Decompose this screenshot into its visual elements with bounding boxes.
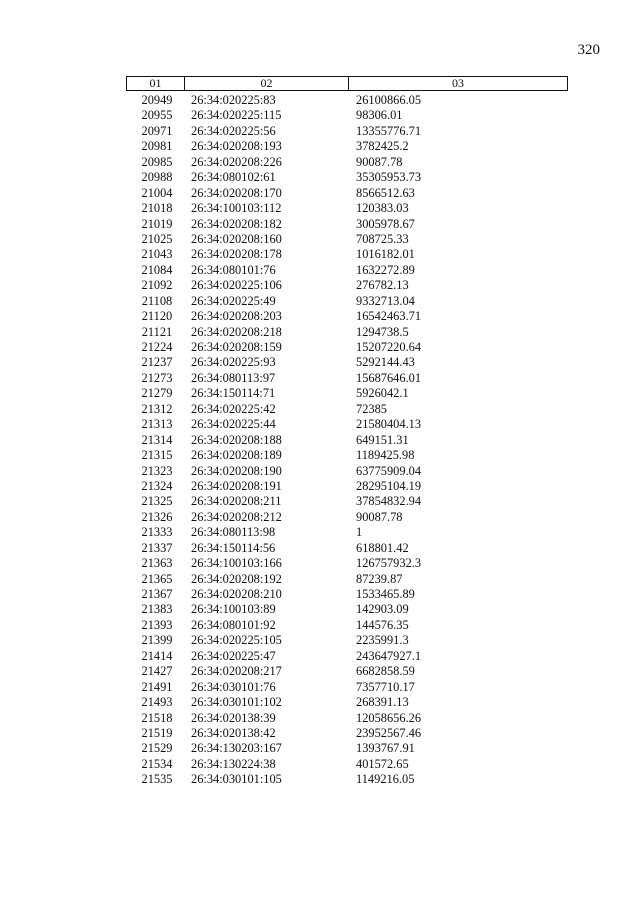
table-cell: 21529 — [141, 741, 173, 756]
table-cell: 26:34:020208:226 — [191, 154, 282, 169]
column-header-03: 03 — [452, 76, 464, 90]
table-cell: 26:34:130203:167 — [191, 741, 282, 756]
table-cell: 21314 — [141, 432, 173, 447]
table-cell: 26:34:020225:42 — [191, 401, 276, 416]
table-row — [126, 494, 568, 509]
table-cell: 6682858.59 — [356, 664, 415, 679]
table-cell: 26:34:080113:98 — [191, 525, 276, 540]
table-row — [126, 711, 568, 726]
table-cell: 35305953.73 — [356, 170, 422, 185]
table-cell: 2235991.3 — [356, 633, 409, 648]
table-cell: 26:34:100103:89 — [191, 602, 276, 617]
table-cell: 120383.03 — [356, 201, 409, 216]
table-cell: 26:34:020208:159 — [191, 340, 282, 354]
table-cell: 26:34:020225:105 — [191, 633, 282, 648]
table-cell: 1189425.98 — [356, 448, 415, 463]
table-row — [126, 232, 568, 247]
table-cell: 268391.13 — [356, 695, 409, 710]
table-cell: 26:34:020138:39 — [191, 710, 276, 725]
table-cell: 21025 — [141, 231, 173, 246]
table-cell: 3782425.2 — [356, 139, 409, 154]
table-cell: 15207220.64 — [356, 340, 422, 354]
table-row — [126, 340, 568, 355]
table-cell: 21518 — [141, 710, 173, 725]
table-row — [126, 108, 568, 123]
table-cell: 21580404.13 — [356, 417, 422, 432]
table-row — [126, 541, 568, 556]
table-cell: 26:34:100103:166 — [191, 556, 282, 571]
table-cell: 21312 — [141, 401, 173, 416]
table-cell: 72385 — [356, 401, 387, 416]
table-cell: 26:34:080113:97 — [191, 370, 276, 385]
table-cell: 20971 — [141, 123, 173, 138]
table-cell: 26:34:020208:193 — [191, 139, 282, 154]
table-cell: 21315 — [141, 448, 173, 463]
table-cell: 21043 — [141, 247, 173, 262]
table-cell: 21004 — [141, 185, 173, 200]
table-cell: 21535 — [141, 772, 173, 787]
table-row — [126, 294, 568, 309]
page-number: 320 — [577, 42, 600, 58]
table-row — [126, 402, 568, 417]
table-cell: 26:34:020208:160 — [191, 231, 282, 246]
table-cell: 8566512.63 — [356, 185, 415, 200]
table-row — [126, 263, 568, 278]
table-cell: 26:34:020208:189 — [191, 448, 282, 463]
table-row — [126, 556, 568, 571]
table-row — [126, 355, 568, 370]
table-cell: 21279 — [141, 386, 173, 401]
table-row — [126, 386, 568, 401]
table-cell: 21367 — [141, 587, 173, 601]
table-cell: 21414 — [141, 648, 173, 663]
table-cell: 87239.87 — [356, 571, 403, 586]
table-cell: 26:34:020208:211 — [191, 494, 282, 509]
table-cell: 126757932.3 — [356, 556, 422, 571]
table-row — [126, 772, 568, 787]
table-cell: 26:34:030101:105 — [191, 772, 282, 787]
table-cell: 26:34:020138:42 — [191, 725, 276, 740]
table-row — [126, 155, 568, 170]
table-cell: 21224 — [141, 340, 173, 354]
table-cell: 90087.78 — [356, 509, 403, 524]
table-row — [126, 417, 568, 432]
table-header — [126, 76, 568, 91]
table-cell: 21120 — [141, 309, 173, 324]
column-header-01: 01 — [127, 77, 185, 90]
column-header-02: 02 — [185, 77, 349, 90]
table-row — [126, 525, 568, 540]
table-cell: 20949 — [141, 93, 173, 107]
table-row — [126, 664, 568, 679]
table-cell: 26:34:080101:92 — [191, 617, 276, 632]
table-row — [126, 726, 568, 741]
table-row — [126, 433, 568, 448]
table-cell: 26:34:030101:102 — [191, 695, 282, 710]
table-cell: 21324 — [141, 478, 173, 493]
table-cell: 1016182.01 — [356, 247, 415, 262]
table-cell: 1533465.89 — [356, 587, 415, 601]
table-cell: 26:34:100103:112 — [191, 201, 282, 216]
table-cell: 21325 — [141, 494, 173, 509]
table-cell: 21018 — [141, 201, 173, 216]
table-cell: 21084 — [141, 262, 173, 277]
table-cell: 243647927.1 — [356, 648, 422, 663]
table-row — [126, 633, 568, 648]
table-cell: 63775909.04 — [356, 463, 422, 478]
table-cell: 21383 — [141, 602, 173, 617]
table-cell: 26:34:020225:44 — [191, 417, 276, 432]
table-cell: 20981 — [141, 139, 173, 154]
table-cell: 1393767.91 — [356, 741, 415, 756]
table-row — [126, 278, 568, 293]
table-cell: 23952567.46 — [356, 725, 422, 740]
table-row — [126, 695, 568, 710]
table-cell: 1149216.05 — [356, 772, 415, 787]
table-row — [126, 217, 568, 232]
table-cell: 21121 — [141, 324, 173, 339]
table-row — [126, 464, 568, 479]
table-cell: 28295104.19 — [356, 478, 422, 493]
table-cell: 20985 — [141, 154, 173, 169]
table-cell: 21337 — [141, 540, 173, 555]
table-cell: 5292144.43 — [356, 355, 415, 370]
table-cell: 26:34:020208:190 — [191, 463, 282, 478]
table-row — [126, 93, 568, 108]
table-cell: 26100866.05 — [356, 93, 422, 107]
table-cell: 26:34:020208:217 — [191, 664, 282, 679]
table-cell: 9332713.04 — [356, 293, 415, 308]
table-cell: 708725.33 — [356, 231, 409, 246]
table-cell: 26:34:020208:192 — [191, 571, 282, 586]
table-cell: 3005978.67 — [356, 216, 415, 231]
table-cell: 401572.65 — [356, 756, 409, 771]
table-cell: 21237 — [141, 355, 173, 370]
table-cell: 26:34:130224:38 — [191, 756, 276, 771]
table-cell: 21108 — [141, 293, 173, 308]
table-cell: 12058656.26 — [356, 710, 422, 725]
table-cell: 26:34:020208:182 — [191, 216, 282, 231]
table-row — [126, 618, 568, 633]
table-cell: 20955 — [141, 108, 173, 123]
table-row — [126, 602, 568, 617]
table-row — [126, 170, 568, 185]
table-row — [126, 649, 568, 664]
table-cell: 7357710.17 — [356, 679, 415, 694]
table-row — [126, 371, 568, 386]
table-cell: 26:34:020208:218 — [191, 324, 282, 339]
table-row — [126, 757, 568, 772]
table-cell: 21365 — [141, 571, 173, 586]
table-row — [126, 587, 568, 602]
table-row — [126, 247, 568, 262]
table-row — [126, 124, 568, 139]
table-cell: 21326 — [141, 509, 173, 524]
table-cell: 21019 — [141, 216, 173, 231]
table-cell: 26:34:080101:76 — [191, 262, 276, 277]
table-cell: 1 — [356, 525, 363, 540]
table-cell: 26:34:020225:93 — [191, 355, 276, 370]
table-cell: 5926042.1 — [356, 386, 409, 401]
table-row — [126, 325, 568, 340]
table-cell: 26:34:020208:212 — [191, 509, 282, 524]
table-cell: 21323 — [141, 463, 173, 478]
table-row — [126, 448, 568, 463]
table-cell: 21273 — [141, 370, 173, 385]
table-cell: 26:34:020208:178 — [191, 247, 282, 262]
table-cell: 21534 — [141, 756, 173, 771]
table-cell: 26:34:150114:56 — [191, 540, 276, 555]
table-cell: 21393 — [141, 617, 173, 632]
table-body — [126, 93, 568, 788]
table-cell: 15687646.01 — [356, 370, 422, 385]
table-cell: 98306.01 — [356, 108, 403, 123]
table-cell: 26:34:020208:191 — [191, 478, 282, 493]
table-cell: 26:34:080102:61 — [191, 170, 276, 185]
table-cell: 21092 — [141, 278, 173, 293]
table-cell: 21313 — [141, 417, 173, 432]
table-cell: 1294738.5 — [356, 324, 409, 339]
table-cell: 37854832.94 — [356, 494, 422, 509]
table-row — [126, 680, 568, 695]
table-row — [126, 479, 568, 494]
table-cell: 618801.42 — [356, 540, 409, 555]
table-cell: 21519 — [141, 725, 173, 740]
table-cell: 21493 — [141, 695, 173, 710]
table-row — [126, 510, 568, 525]
table-cell: 21363 — [141, 556, 173, 571]
table-row — [126, 741, 568, 756]
table-cell: 26:34:020225:49 — [191, 293, 276, 308]
table-cell: 26:34:020225:56 — [191, 123, 276, 138]
table-cell: 21427 — [141, 664, 173, 679]
table-row — [126, 309, 568, 324]
table-cell: 144576.35 — [356, 617, 409, 632]
table-cell: 90087.78 — [356, 154, 403, 169]
table-cell: 26:34:020208:203 — [191, 309, 282, 324]
table-cell: 20988 — [141, 170, 173, 185]
table-row — [126, 186, 568, 201]
table-cell: 26:34:020208:188 — [191, 432, 282, 447]
table-row — [126, 572, 568, 587]
table-cell: 26:34:020225:115 — [191, 108, 282, 123]
table-cell: 26:34:020225:83 — [191, 93, 276, 107]
table-cell: 26:34:020225:47 — [191, 648, 276, 663]
table-cell: 1632272.89 — [356, 262, 415, 277]
table-cell: 26:34:150114:71 — [191, 386, 276, 401]
table-cell: 26:34:020225:106 — [191, 278, 282, 293]
table-cell: 21333 — [141, 525, 173, 540]
table-cell: 276782.13 — [356, 278, 409, 293]
table-cell: 142903.09 — [356, 602, 409, 617]
table-cell: 21399 — [141, 633, 173, 648]
table-cell: 16542463.71 — [356, 309, 422, 324]
table-cell: 26:34:030101:76 — [191, 679, 276, 694]
table-row — [126, 201, 568, 216]
table-cell: 649151.31 — [356, 432, 409, 447]
table-cell: 21491 — [141, 679, 173, 694]
table-cell: 13355776.71 — [356, 123, 422, 138]
table-cell: 26:34:020208:170 — [191, 185, 282, 200]
table-row — [126, 139, 568, 154]
table-cell: 26:34:020208:210 — [191, 587, 282, 601]
